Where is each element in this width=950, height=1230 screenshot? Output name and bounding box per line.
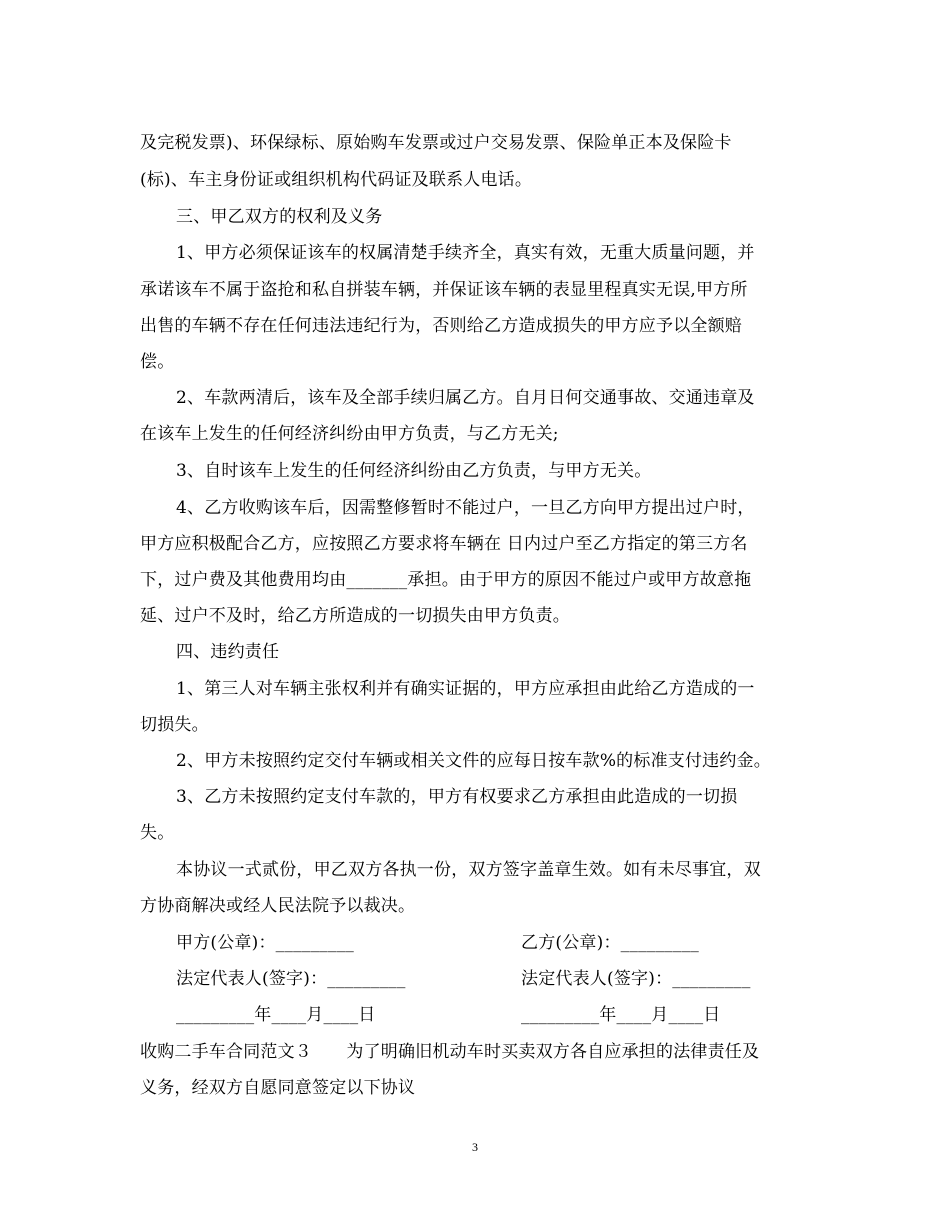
party-b-representative-line: 法定代表人(签字)：_________ [521, 969, 751, 989]
body-text-line: 失。 [140, 823, 175, 843]
body-text-line: 在该车上发生的任何经济纠纷由甲方负责，与乙方无关; [140, 424, 559, 444]
body-text-line: 及完税发票)、环保绿标、原始购车发票或过户交易发票、保险单正本及保险卡 [140, 133, 732, 153]
party-b-date-line: _________年____月____日 [521, 1005, 721, 1025]
body-text-line: 3、自时该车上发生的任何经济纠纷由乙方负责，与甲方无关。 [176, 461, 652, 481]
body-text-line: 切损失。 [140, 715, 209, 735]
body-text-line: (标)、车主身份证或组织机构代码证及联系人电话。 [140, 170, 533, 190]
body-text-line: 1、甲方必须保证该车的权属清楚手续齐全，真实有效，无重大质量问题，并 [176, 243, 755, 263]
body-text-line: 延、过户不及时，给乙方所造成的一切损失由甲方负责。 [140, 606, 570, 626]
closing-text-line: 义务，经双方自愿同意签定以下协议 [140, 1078, 416, 1098]
closing-text-line: 收购二手车合同范文３ 为了明确旧机动车时买卖双方各自应承担的法律责任及 [140, 1042, 760, 1062]
body-text-line: 承诺该车不属于盗抢和私自拼装车辆，并保证该车辆的表显里程真实无误,甲方所 [140, 280, 748, 300]
body-text-line: 下，过户费及其他费用均由_______承担。由于甲方的原因不能过户或甲方故意拖 [140, 570, 752, 590]
body-text-line: 4、乙方收购该车后，因需整修暂时不能过户，一旦乙方向甲方提出过户时， [176, 498, 755, 518]
section-heading: 三、甲乙双方的权利及义务 [176, 207, 383, 227]
body-text-line: 3、乙方未按照约定支付车款的，甲方有权要求乙方承担由此造成的一切损 [176, 787, 738, 807]
section-heading: 四、违约责任 [176, 642, 280, 662]
body-text-line: 2、车款两清后，该车及全部手续归属乙方。自月日何交通事故、交通违章及 [176, 388, 755, 408]
party-a-date-line: _________年____月____日 [176, 1005, 376, 1025]
body-text-line: 出售的车辆不存在任何违法违纪行为，否则给乙方造成损失的甲方应予以全额赔 [140, 316, 742, 336]
body-text-line: 方协商解决或经人民法院予以裁决。 [140, 896, 416, 916]
party-a-representative-line: 法定代表人(签字)：_________ [176, 969, 406, 989]
body-text-line: 甲方应积极配合乙方，应按照乙方要求将车辆在 日内过户至乙方指定的第三方名 [140, 534, 748, 554]
party-a-seal-line: 甲方(公章)：_________ [176, 933, 354, 953]
body-text-line: 本协议一式贰份，甲乙双方各执一份，双方签字盖章生效。如有未尽事宜，双 [176, 860, 761, 880]
body-text-line: 偿。 [140, 352, 175, 372]
party-b-seal-line: 乙方(公章)：_________ [521, 933, 699, 953]
body-text-line: 1、第三人对车辆主张权利并有确实证据的，甲方应承担由此给乙方造成的一 [176, 679, 755, 699]
body-text-line: 2、甲方未按照约定交付车辆或相关文件的应每日按车款%的标准支付违约金。 [176, 751, 771, 771]
page-number: 3 [472, 1140, 478, 1154]
